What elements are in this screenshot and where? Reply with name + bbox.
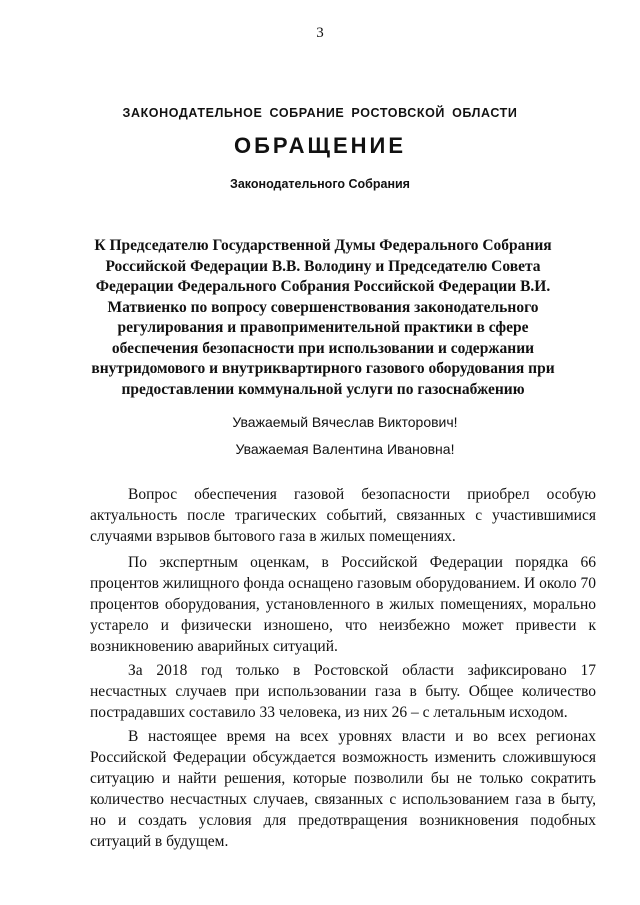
paragraph-text: За 2018 год только в Ростовской области зафиксировано 17 несчастных случаев при использовании газа в быту. Общее количество пострадавших составило 33 человека, из них 26 – с летальным исходом. <box>90 662 596 721</box>
body-paragraph <box>90 484 596 547</box>
page-number: 3 <box>316 25 324 41</box>
body-paragraph <box>90 726 596 852</box>
addressee-block: К Председателю Государственной Думы Федерального Собрания Российской Федерации В.В. Володину и Председателю Совета Федерации Федерального Собрания Российской Федерации В.И. Матвиенко по вопросу совершенствования законодательного регулирования и правоприменительной практики в сфере обеспечения безопасности при использовании и содержании внутридомового и внутриквартирного газового оборудования при предоставлении коммунальной услуги по газоснабжению <box>91 237 555 398</box>
greeting-line: Уважаемый Вячеслав Викторович! <box>232 414 458 430</box>
document-subtitle: Законодательного Собрания <box>230 177 410 191</box>
paragraph-text: По экспертным оценкам, в Российской Федерации порядка 66 процентов жилищного фонда оснащено газовым оборудованием. И около 70 процентов оборудования, установленного в жилых помещениях, морально устарело и физически изношено, что неизбежно может привести к возникновению аварийных ситуаций. <box>90 554 596 655</box>
body-paragraph <box>90 660 596 723</box>
organization-name: ЗАКОНОДАТЕЛЬНОЕ СОБРАНИЕ РОСТОВСКОЙ ОБЛАСТИ <box>122 106 518 120</box>
document-title: ОБРАЩЕНИЕ <box>233 133 407 158</box>
paragraph-text: В настоящее время на всех уровнях власти и во всех регионах Российской Федерации обсуждается возможность изменить сложившуюся ситуацию и найти решения, которые позволили бы не только сократить количество несчастных случаев, связанных с использованием газа в быту, но и создать условия для предотвращения возникновения подобных ситуаций в будущем. <box>90 728 596 850</box>
paragraph-text: Вопрос обеспечения газовой безопасности приобрел особую актуальность после трагических событий, связанных с участившимися случаями взрывов бытового газа в жилых помещениях. <box>90 486 596 545</box>
body-paragraph <box>90 552 596 657</box>
greeting-line: Уважаемая Валентина Ивановна! <box>235 441 455 457</box>
